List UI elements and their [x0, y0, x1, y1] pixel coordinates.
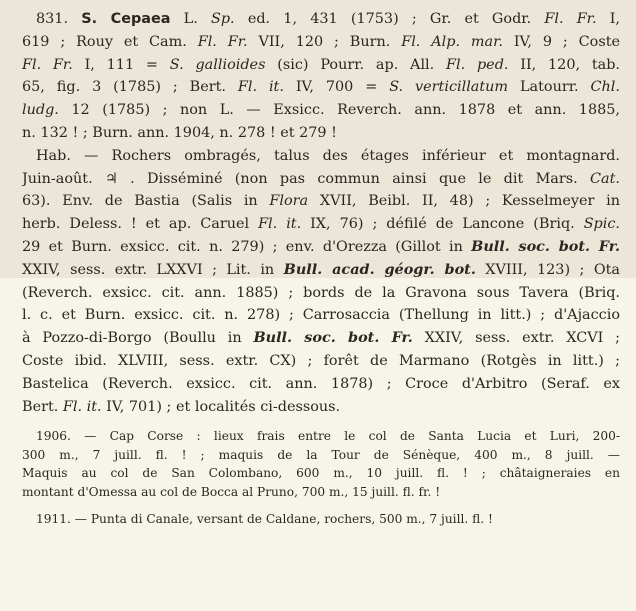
habitat-line: Hab. — Rochers ombragés, talus des étages inférieur et montagnard. — [36, 147, 620, 164]
entry-line: n. 132 ! ; Burn. ann. 1904, n. 278 ! et 279 ! — [22, 124, 337, 141]
italic-citation: ludg. — [22, 102, 59, 119]
entry-number: 831. — [36, 11, 69, 27]
habitat-line: Bert. Fl. it. IV, 701) ; et localités ci-dessous. — [22, 398, 341, 415]
collection-line: 1911. — Punta di Canale, versant de Caldane, rochers, 500 m., 7 juill. fl. ! — [36, 512, 493, 527]
habitat-line: Coste ibid. XLVIII, sess. extr. CX) ; forêt de Marmano (Rotgès in litt.) ; — [22, 352, 620, 369]
habitat-line: Bastelica (Reverch. exsicc. cit. ann. 1878) ; Croce d'Arbitro (Seraf. ex — [22, 375, 620, 392]
entry-line: 65, fig. 3 (1785) ; Bert. Fl. it. IV, 700 = S. verticillatum Latourr. Chl. — [22, 79, 620, 96]
collection-1906 — [22, 427, 620, 501]
habitat-line: 29 et Burn. exsicc. cit. n. 279) ; env. d'Orezza (Gillot in Bull. soc. bot. Fr. — [22, 237, 620, 255]
entry-line: Fl. Fr. I, 111 = S. gallioides (sic) Pourr. ap. All. Fl. ped. II, 120, tab. — [22, 56, 620, 73]
entry-line-rest: L. Sp. ed. 1, 431 (1753) ; Gr. et Godr. Fl. Fr. I, — [170, 11, 620, 27]
italic-citation: Chl. — [590, 79, 620, 96]
habitat-line: 63). Env. de Bastia (Salis in Flora XVII, Beibl. II, 48) ; Kesselmeyer in — [22, 193, 620, 210]
text-body — [22, 8, 620, 529]
italic-citation: S. verticillatum — [389, 79, 509, 96]
habitat-line: herb. Deless. ! et ap. Caruel Fl. it. IX, 76) ; défilé de Lancone (Briq. Spic. — [22, 216, 620, 233]
collection-line: 1906. — Cap Corse : lieux frais entre le col de Santa Lucia et Luri, 200- — [36, 429, 620, 444]
italic-citation: Fl. Fr. — [22, 56, 73, 73]
italic-citation: Fl. ped. — [446, 56, 509, 73]
italic-citation: Fl. it. — [237, 79, 284, 96]
species-entry — [22, 8, 620, 145]
italic-citation: Sp. — [210, 11, 235, 27]
species-name: S. Cepaea — [81, 11, 171, 27]
italic-citation: Fl. it. — [62, 398, 102, 415]
collection-line: 300 m., 7 juill. fl. ! ; maquis de la Tour de Sénèque, 400 m., 8 juill. — — [22, 447, 620, 462]
italic-citation: Fl. it. — [258, 216, 302, 233]
collection-line: montant d'Omessa au col de Bocca al Pruno, 700 m., 15 juill. fl. fr. ! — [22, 484, 441, 499]
italic-citation: Fl. Fr. — [544, 11, 597, 27]
habitat-line: (Reverch. exsicc. cit. ann. 1885) ; bords de la Gravona sous Tavera (Briq. — [22, 284, 620, 301]
italic-citation: Fl. Fr. — [197, 33, 248, 50]
italic-citation: Spic. — [583, 216, 620, 233]
journal-title: Bull. soc. bot. Fr. — [253, 329, 413, 347]
collection-1911 — [22, 510, 620, 529]
habitat-line: l. c. et Burn. exsicc. cit. n. 278) ; Carrosaccia (Thellung in litt.) ; d'Ajaccio — [22, 307, 620, 324]
habitat-line: XXIV, sess. extr. LXXVI ; Lit. in Bull. acad. géogr. bot. XVIII, 123) ; Ota — [22, 260, 620, 278]
habitat-line: Juin-août. ♃ . Disséminé (non pas commun ainsi que le dit Mars. Cat. — [22, 170, 620, 187]
entry-line: 619 ; Rouy et Cam. Fl. Fr. VII, 120 ; Burn. Fl. Alp. mar. IV, 9 ; Coste — [22, 33, 620, 50]
collection-line: Maquis au col de San Colombano, 600 m., 10 juill. fl. ! ; châtaigneraies en — [22, 466, 620, 481]
italic-citation: Flora — [269, 193, 309, 210]
entry-line — [22, 8, 620, 31]
entry-line: ludg. 12 (1785) ; non L. — Exsicc. Reverch. ann. 1878 et ann. 1885, — [22, 102, 620, 119]
italic-citation: Fl. Alp. mar. — [401, 33, 503, 50]
journal-title: Bull. soc. bot. Fr. — [471, 237, 620, 255]
italic-citation: S. gallioides — [169, 56, 266, 73]
habitat-paragraph — [22, 145, 620, 419]
habitat-line: à Pozzo-di-Borgo (Boullu in Bull. soc. bot. Fr. XXIV, sess. extr. XCVI ; — [22, 329, 620, 347]
journal-title: Bull. acad. géogr. bot. — [283, 260, 476, 278]
italic-citation: Cat. — [590, 170, 620, 187]
